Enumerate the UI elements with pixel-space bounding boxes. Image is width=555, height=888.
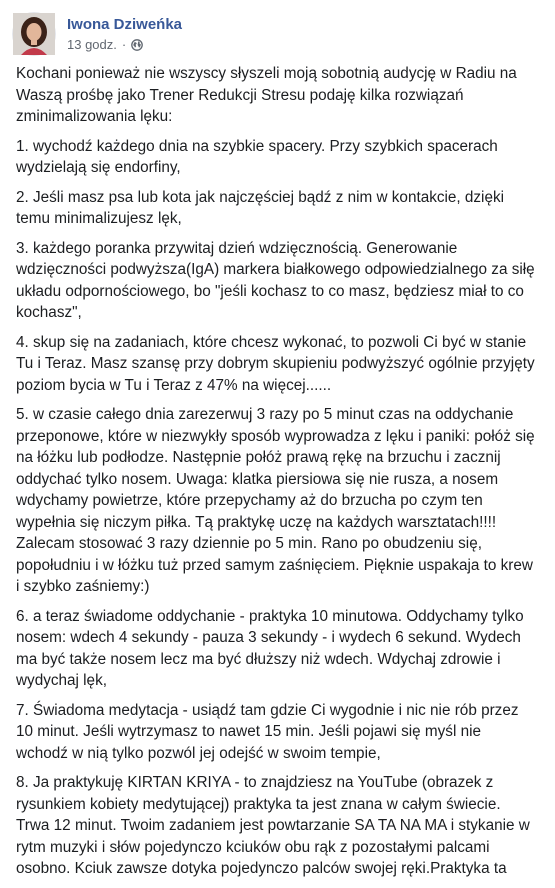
post-paragraph-5: 5. w czasie całego dnia zarezerwuj 3 razy po 5 minut czas na oddychanie przeponowe, które w niezwykły sposób wyprowadza z lęku i paniki: połóż się na łóżku lub podłodze. Następnie połóż prawą rękę na brzuchu i zacznij oddychać tylko nosem. Uwaga: klatka piersiowa się nie rusza, a nosem wdychamy powietrze, które przepychamy aż do brzucha po czym ten wypełnia się niczym piłka. Tą praktykę uczę na każdych warsztatach!!!! Zalecam stosować 3 razy dziennie po 5 min. Rano po obudzeniu się, popołudniu i w łóżku tuż przed samym zaśnięciem. Pięknie uspakaja to krew i szybko zaśniemy:) [16,406,535,595]
post-paragraph-8: 8. Ja praktykuję KIRTAN KRIYA - to znajdziesz na YouTube (obrazek z rysunkiem kobiety medytującej) praktyka ta jest znana w całym świecie. Trwa 12 minut. Twoim zadaniem jest powtarzanie SA TA NA MA i stykanie w rytm muzyki i słów pojedynczo kciuków obu rąk z pozostałymi palcami osobno. Kciuk zawsze dotyka pojedynczo palców swojej ręki.Praktyka ta [16,774,530,877]
avatar[interactable] [12,12,56,56]
post-paragraph-2: 2. Jeśli masz psa lub kota jak najczęściej bądź z nim w kontakcie, dzięki temu minimalizujesz lęk, [16,188,505,227]
post-subline [67,36,182,54]
post-paragraph-6: 6. a teraz świadome oddychanie - praktyka 10 minutowa. Oddychamy tylko nosem: wdech 4 sekundy - pauza 3 sekundy - i wydech 6 sekund. Wydech ma być także nosem lecz ma być dłuższy niż wdech. Wdychaj zdrowie i wydychaj lęk, [16,607,524,689]
post-content [16,63,544,888]
post-paragraph-1: 1. wychodź każdego dnia na szybkie spacery. Przy szybkich spacerach wydzielają się endorfiny, [16,137,498,176]
author-name-link[interactable]: Iwona Dziweńka [67,15,183,33]
post-paragraph-3: 3. każdego poranka przywitaj dzień wdzięcznością. Generowanie wdzięczności podwyższa(IgA) markera białkowego odpowiedzialnego za siłę układu odpornościowego, bo "jeśli kochasz to co masz, będziesz miał to co kochasz", [16,239,535,321]
globe-icon[interactable] [131,39,143,51]
post-timestamp[interactable]: 13 godz. [67,36,117,52]
post-header [12,12,182,56]
avatar-photo [13,13,55,55]
post-meta [67,15,182,54]
post-paragraph-4: 4. skup się na zadaniach, które chcesz wykonać, to pozwoli Ci być w stanie Tu i Teraz. Masz szansę przy dobrym skupieniu podwyższyć ogólnie przyjęty poziom bycia w Tu i Teraz z 47% na więcej...... [16,333,535,394]
post-paragraph-7: 7. Świadoma medytacja - usiądź tam gdzie Ci wygodnie i nic nie rób przez 10 minut. Jeśli wytrzymasz to nawet 15 min. Jeśli pojawi się myśl nie wchodź w nią tylko pozwól jej odejść w swoim tempie, [16,701,519,762]
post-paragraph-intro: Kochani ponieważ nie wszyscy słyszeli moją sobotnią audycję w Radiu na Waszą prośbę jako Trener Redukcji Stresu podaję kilka rozwiązań zminimalizowania lęku: [16,65,517,125]
meta-separator: · [121,36,127,52]
